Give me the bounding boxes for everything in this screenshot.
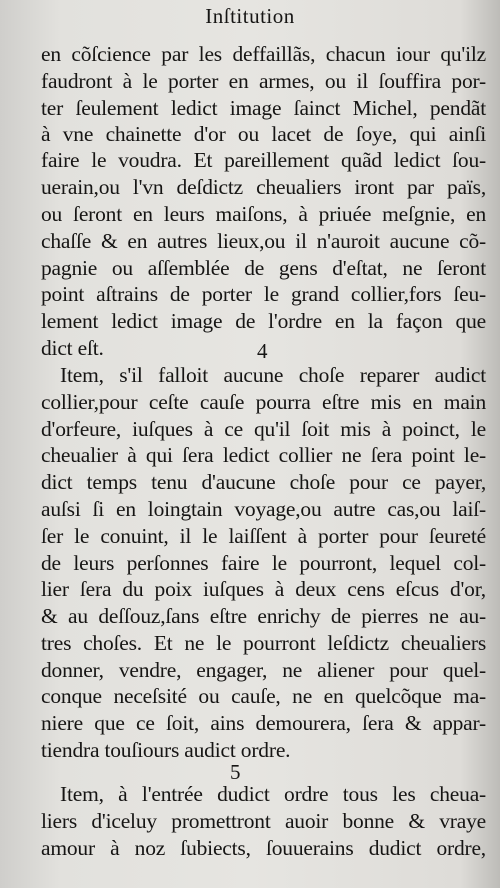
text-line: donner, vendre, engager, ne aliener pour quel- [41,658,486,682]
text-line: ter ſeulement ledict image ſainct Michel, pendãt [41,96,486,120]
text-line: Item, à l'entrée dudict ordre tous les cheua- [60,782,486,806]
text-line: lier ſera du poix iuſques à deux cens eſcus d'or, [41,577,486,601]
text-line: d'orfeure, iuſques à ce qu'il ſoit mis à poinct, le [41,417,486,441]
text-line: point aſtrains de porter le grand collier,fors ſeu- [41,282,486,306]
text-line: amour à noz ſubiects, ſouuerains dudict ordre, [41,836,486,860]
text-line: tiendra touſiours audict ordre. [41,738,291,762]
text-line: collier,pour ceſte cauſe pourra eſtre mis en main [41,390,486,414]
text-line: ou ſeront en leurs maiſons, à priuée meſgnie, en [41,202,486,226]
section-number: 5 [230,760,241,784]
text-line: dict eſt. [41,336,104,360]
text-line: Item, s'il falloit aucune choſe reparer audict [60,363,486,387]
section-number: 4 [257,339,268,363]
text-line: niere que ce ſoit, ains demourera, ſera & appar- [41,711,486,735]
text-line: tres choſes. Et ne le pourront leſdictz cheualiers [41,631,486,655]
text-line: & au deſſouz,ſans eſtre enrichy de pierres ne au- [41,604,486,628]
text-line: de leurs perſonnes faire le pourront, lequel col- [41,551,486,575]
text-line: auſsi ſi en loingtain voyage,ou autre cas,ou laiſ- [41,497,486,521]
text-line: faudront à le porter en armes, ou il ſouffira por- [41,69,486,93]
text-line: uerain,ou l'vn deſdictz cheualiers iront par païs, [41,175,486,199]
text-line: chaſſe & en autres lieux,ou il n'auroit aucune cõ- [41,229,486,253]
text-line: pagnie ou aſſemblée de gens d'eſtat, ne ſeront [41,256,486,280]
text-line: lement ledict image de l'ordre en la façon que [41,309,486,333]
text-line: en cõſcience par les deffaillãs, chacun iour qu'ilz [41,42,486,66]
text-line: liers d'iceluy promettront auoir bonne & vraye [41,809,486,833]
text-line: à vne chainette d'or ou lacet de ſoye, qui ainſi [41,122,486,146]
running-header: Inſtitution [205,4,295,28]
text-line: dict temps tenu d'aucune choſe pour ce payer, [41,470,486,494]
text-line: cheualier à qui ſera ledict collier ne ſera point le- [41,443,486,467]
text-line: faire le voudra. Et pareillement quãd ledict ſou- [41,148,486,172]
text-line: conque neceſsité ou cauſe, ne en quelcõque ma- [41,684,486,708]
text-line: ſer le conuint, il le laiſſent à porter pour ſeureté [41,524,486,548]
